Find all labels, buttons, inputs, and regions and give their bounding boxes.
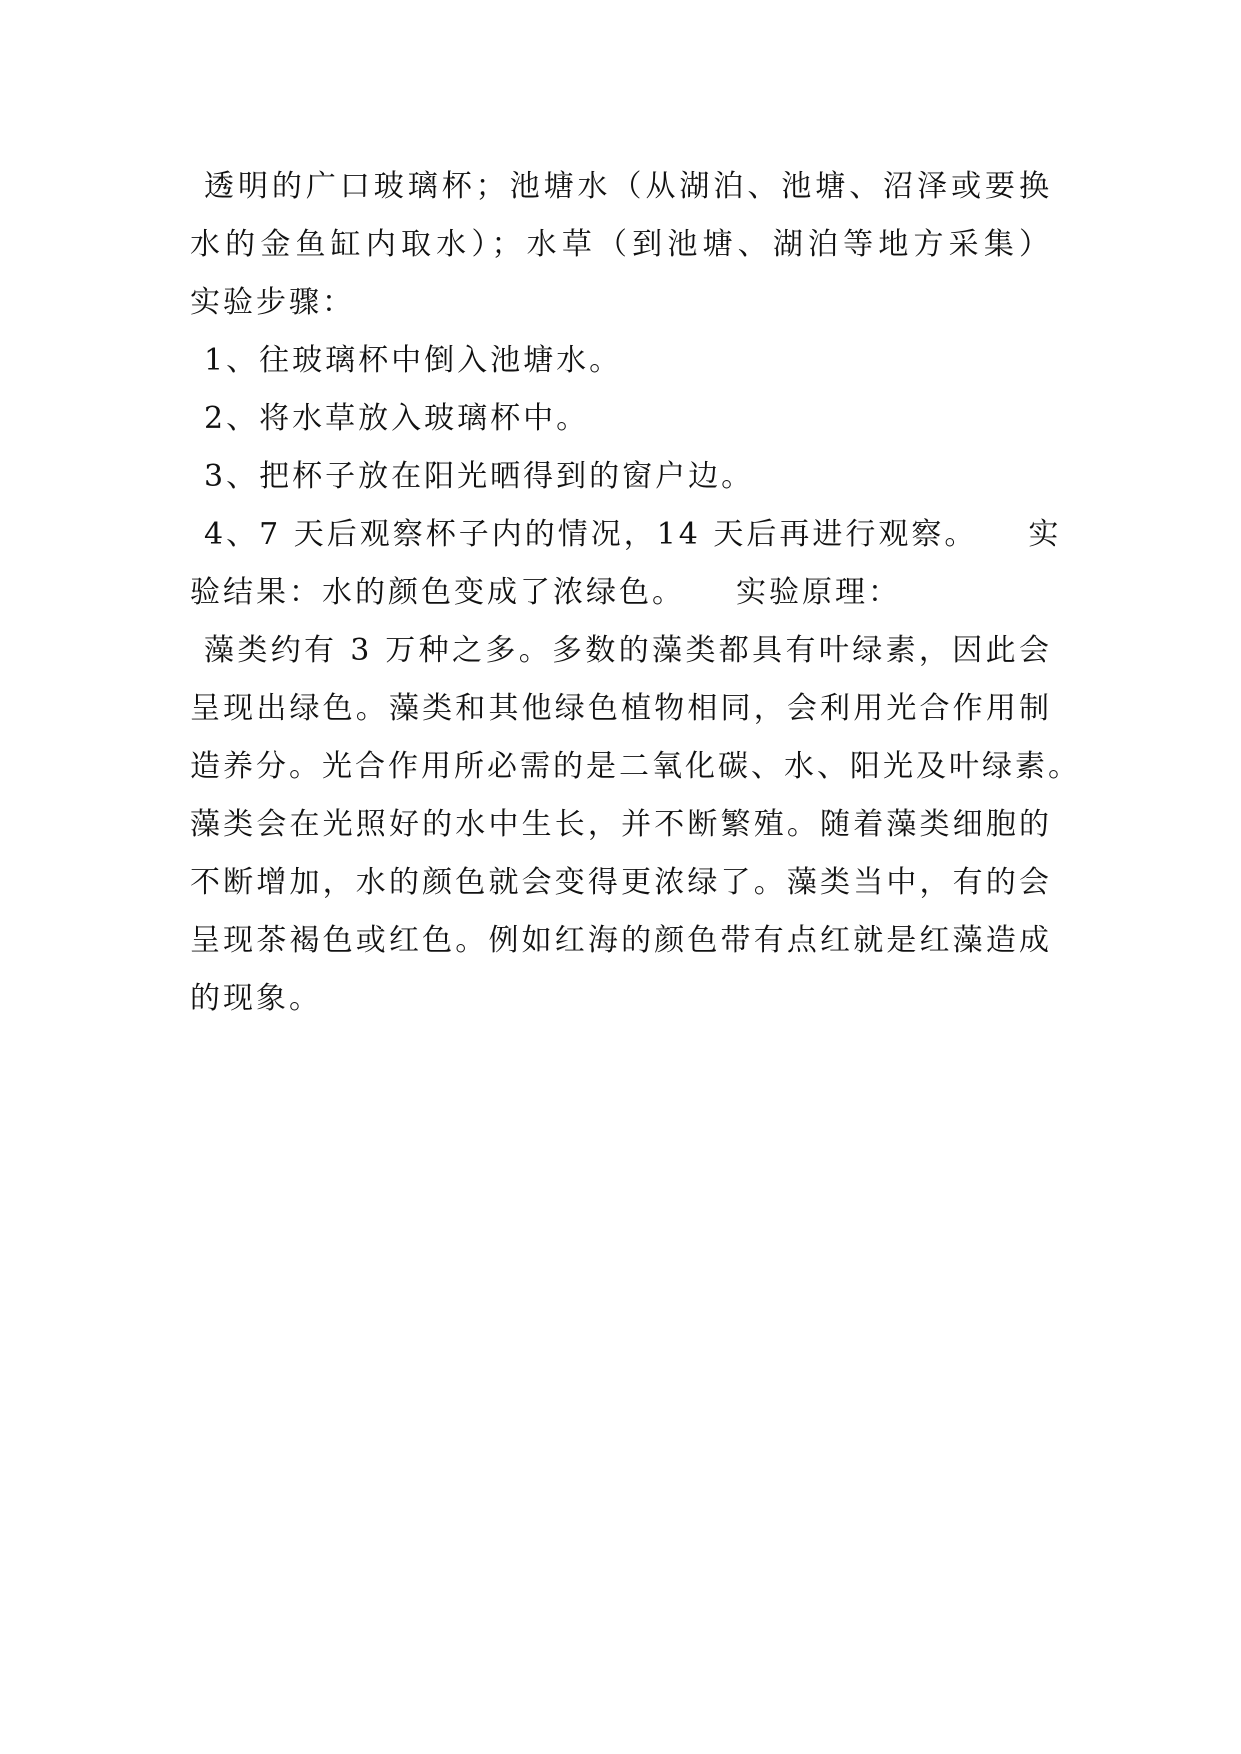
step-3: 3、把杯子放在阳光晒得到的窗户边。: [204, 459, 755, 494]
step-4: 4、7 天后观察杯子内的情况，14 天后再进行观察。 实: [204, 517, 1062, 552]
principle-line-7: 的现象。: [190, 981, 322, 1016]
principle-line-3: 造养分。光合作用所必需的是二氧化碳、水、阳光及叶绿素。: [190, 749, 1081, 784]
document-body: [190, 158, 1081, 1028]
principle-line-5: 不断增加，水的颜色就会变得更浓绿了。藻类当中，有的会: [190, 865, 1052, 900]
principle-line-6: 呈现茶褐色或红色。例如红海的颜色带有点红就是红藻造成: [190, 923, 1052, 958]
materials-line-2: 水的金鱼缸内取水）；水草（到池塘、湖泊等地方采集）: [190, 227, 1052, 262]
principle-line-4: 藻类会在光照好的水中生长，并不断繁殖。随着藻类细胞的: [190, 807, 1052, 842]
principle-line-2: 呈现出绿色。藻类和其他绿色植物相同，会利用光合作用制: [190, 691, 1052, 726]
result-and-principle-heading: 验结果：水的颜色变成了浓绿色。 实验原理：: [190, 575, 901, 610]
principle-line-1: 藻类约有 3 万种之多。多数的藻类都具有叶绿素，因此会: [204, 633, 1052, 668]
steps-heading: 实验步骤：: [190, 285, 355, 320]
materials-line-1: 透明的广口玻璃杯；池塘水（从湖泊、池塘、沼泽或要换: [204, 169, 1052, 204]
step-1: 1、往玻璃杯中倒入池塘水。: [204, 343, 623, 378]
step-2: 2、将水草放入玻璃杯中。: [204, 401, 590, 436]
